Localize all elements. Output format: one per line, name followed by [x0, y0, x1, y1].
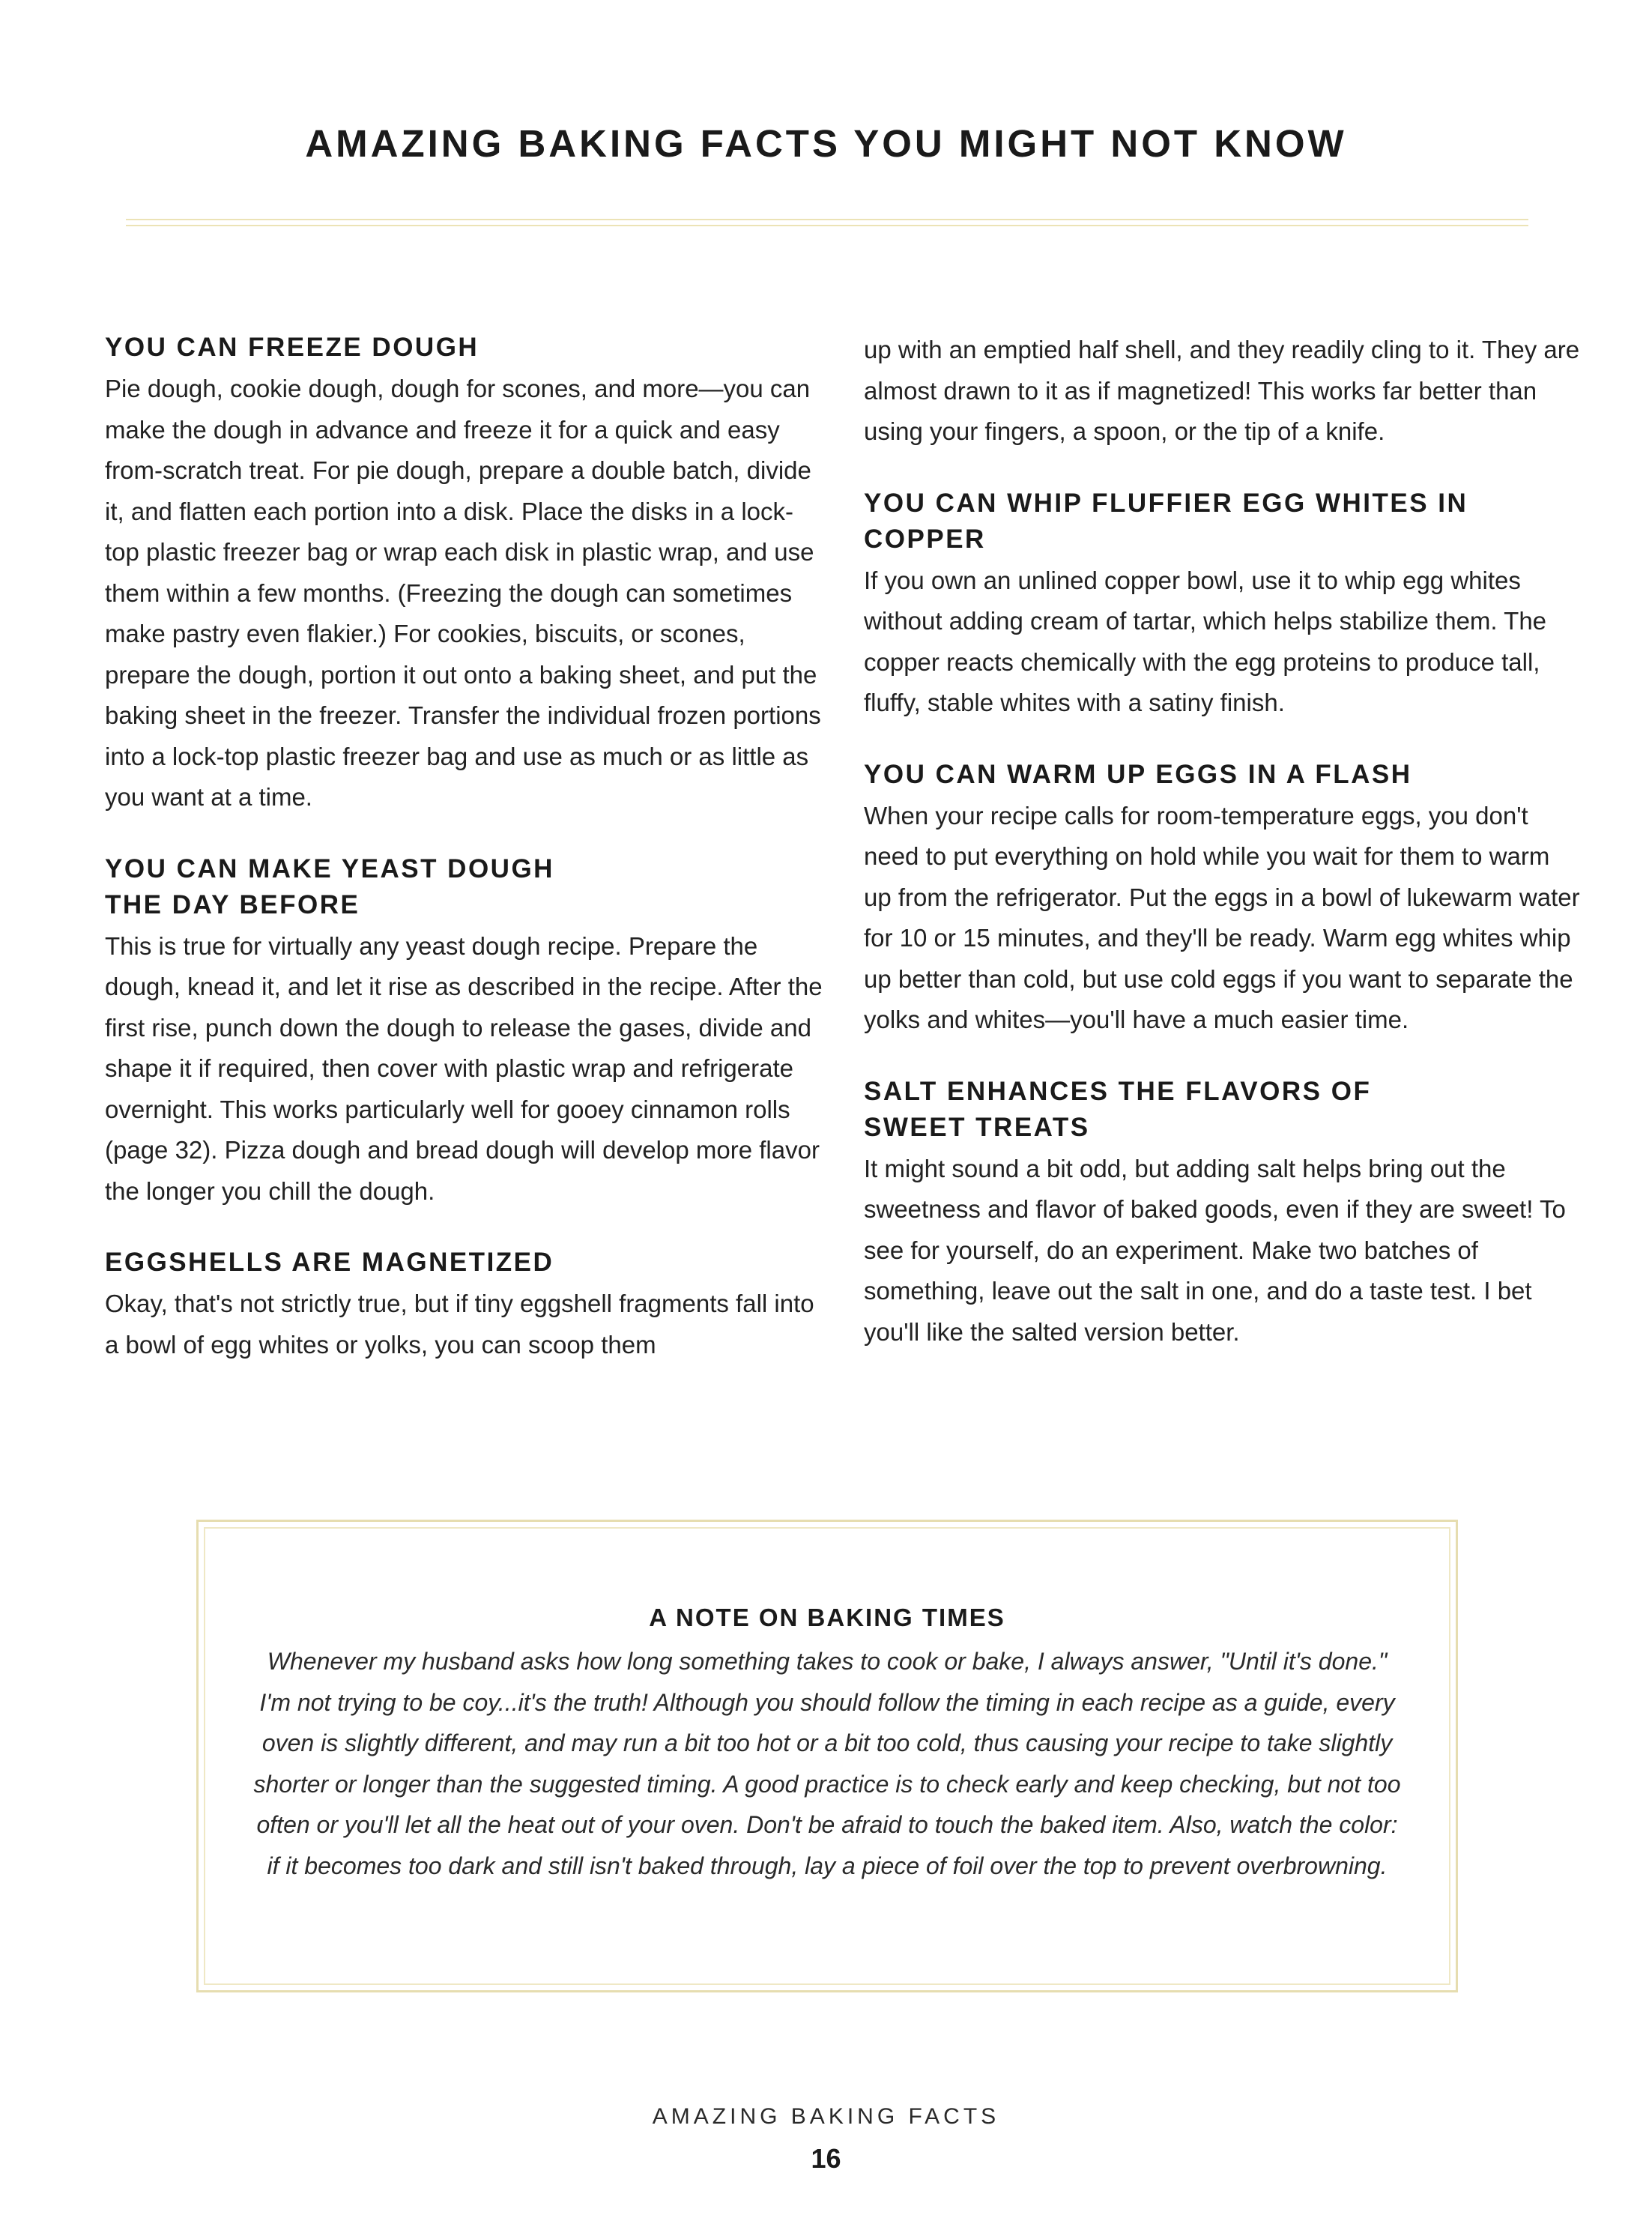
section-heading: SALT ENHANCES THE FLAVORS OF SWEET TREATS	[864, 1076, 1372, 1142]
section-heading: YOU CAN WHIP FLUFFIER EGG WHITES IN COPPER	[864, 488, 1468, 554]
section-body: When your recipe calls for room-temperature eggs, you don't need to put everything on hold while you wait for them to warm up from the refrigerator. Put the eggs in a bowl of lukewarm water for 10 or 15 minutes, and they'll be ready. Warm egg whites whip up better than cold, but use cold eggs if you want to separate the yolks and whites—you'll have a much easier time.	[864, 801, 1580, 1033]
section-warm-eggs	[864, 757, 1583, 1041]
note-heading: A NOTE ON BAKING TIMES	[649, 1604, 1005, 1631]
right-column	[864, 330, 1583, 1386]
section-salt	[864, 1074, 1583, 1353]
section-eggshells-continued	[864, 330, 1583, 453]
note-body: Whenever my husband asks how long something takes to cook or bake, I always answer, "Until it's done." I'm not trying to be coy...it's the truth! Although you should follow the timing in each recipe as a guide, every oven is slightly different, and may run a bit too hot or a bit too cold, thus causing your recipe to take slightly shorter or longer than the suggested timing. A good practice is to check early and keep checking, but not too often or you'll let all the heat out of your oven. Don't be afraid to touch the baked item. Also, watch the color: if it becomes too dark and still isn't baked through, lay a piece of foil over the top to prevent overbrowning.	[253, 1648, 1401, 1879]
footer-section-label: AMAZING BAKING FACTS	[652, 2104, 1000, 2129]
section-heading: YOU CAN MAKE YEAST DOUGH THE DAY BEFORE	[105, 853, 554, 919]
section-heading: YOU CAN FREEZE DOUGH	[105, 333, 479, 362]
section-heading: EGGSHELLS ARE MAGNETIZED	[105, 1248, 554, 1277]
page-number: 16	[811, 2143, 841, 2174]
page-title: AMAZING BAKING FACTS YOU MIGHT NOT KNOW	[305, 122, 1347, 165]
title-divider	[126, 219, 1528, 226]
section-body: It might sound a bit odd, but adding salt helps bring out the sweetness and flavor of baked goods, even if they are sweet! To see for yourself, do an experiment. Make two batches of something, leave out the salt in one, and do a taste test. I bet you'll like the salted version better.	[864, 1154, 1566, 1346]
section-body: This is true for virtually any yeast dough recipe. Prepare the dough, knead it, and let it rise as described in the recipe. After the first rise, punch down the dough to release the gases, divide and shape it if required, then cover with plastic wrap and refrigerate overnight. This works particularly well for gooey cinnamon rolls (page 32). Pizza dough and bread dough will develop more flavor the longer you chill the dough.	[105, 931, 823, 1205]
section-yeast-dough	[105, 851, 824, 1212]
section-eggshells	[105, 1245, 824, 1365]
left-column	[105, 330, 824, 1398]
section-heading: YOU CAN WARM UP EGGS IN A FLASH	[864, 759, 1412, 789]
note-box-inner	[204, 1527, 1450, 1985]
section-freeze-dough	[105, 330, 824, 818]
section-body: Pie dough, cookie dough, dough for scones, and more—you can make the dough in advance and freeze it for a quick and easy from-scratch treat. For pie dough, prepare a double batch, divide it, and flatten each portion into a disk. Place the disks in a lock-top plastic freezer bag or wrap each disk in plastic wrap, and use them within a few months. (Freezing the dough can sometimes make pastry even flakier.) For cookies, biscuits, or scones, prepare the dough, portion it out onto a baking sheet, and put the baking sheet in the freezer. Transfer the individual frozen portions into a lock-top plastic freezer bag and use as much or as little as you want at a time.	[105, 375, 821, 811]
note-box	[196, 1520, 1458, 1992]
section-body: If you own an unlined copper bowl, use it to whip egg whites without adding cream of tartar, which helps stabilize them. The copper reacts chemically with the egg proteins to produce tall, fluffy, stable whites with a satiny finish.	[864, 566, 1547, 716]
section-copper	[864, 486, 1583, 724]
section-body: up with an emptied half shell, and they readily cling to it. They are almost drawn to it as if magnetized! This works far better than using your fingers, a spoon, or the tip of a knife.	[864, 336, 1580, 445]
section-body: Okay, that's not strictly true, but if tiny eggshell fragments fall into a bowl of egg whites or yolks, you can scoop them	[105, 1290, 814, 1359]
